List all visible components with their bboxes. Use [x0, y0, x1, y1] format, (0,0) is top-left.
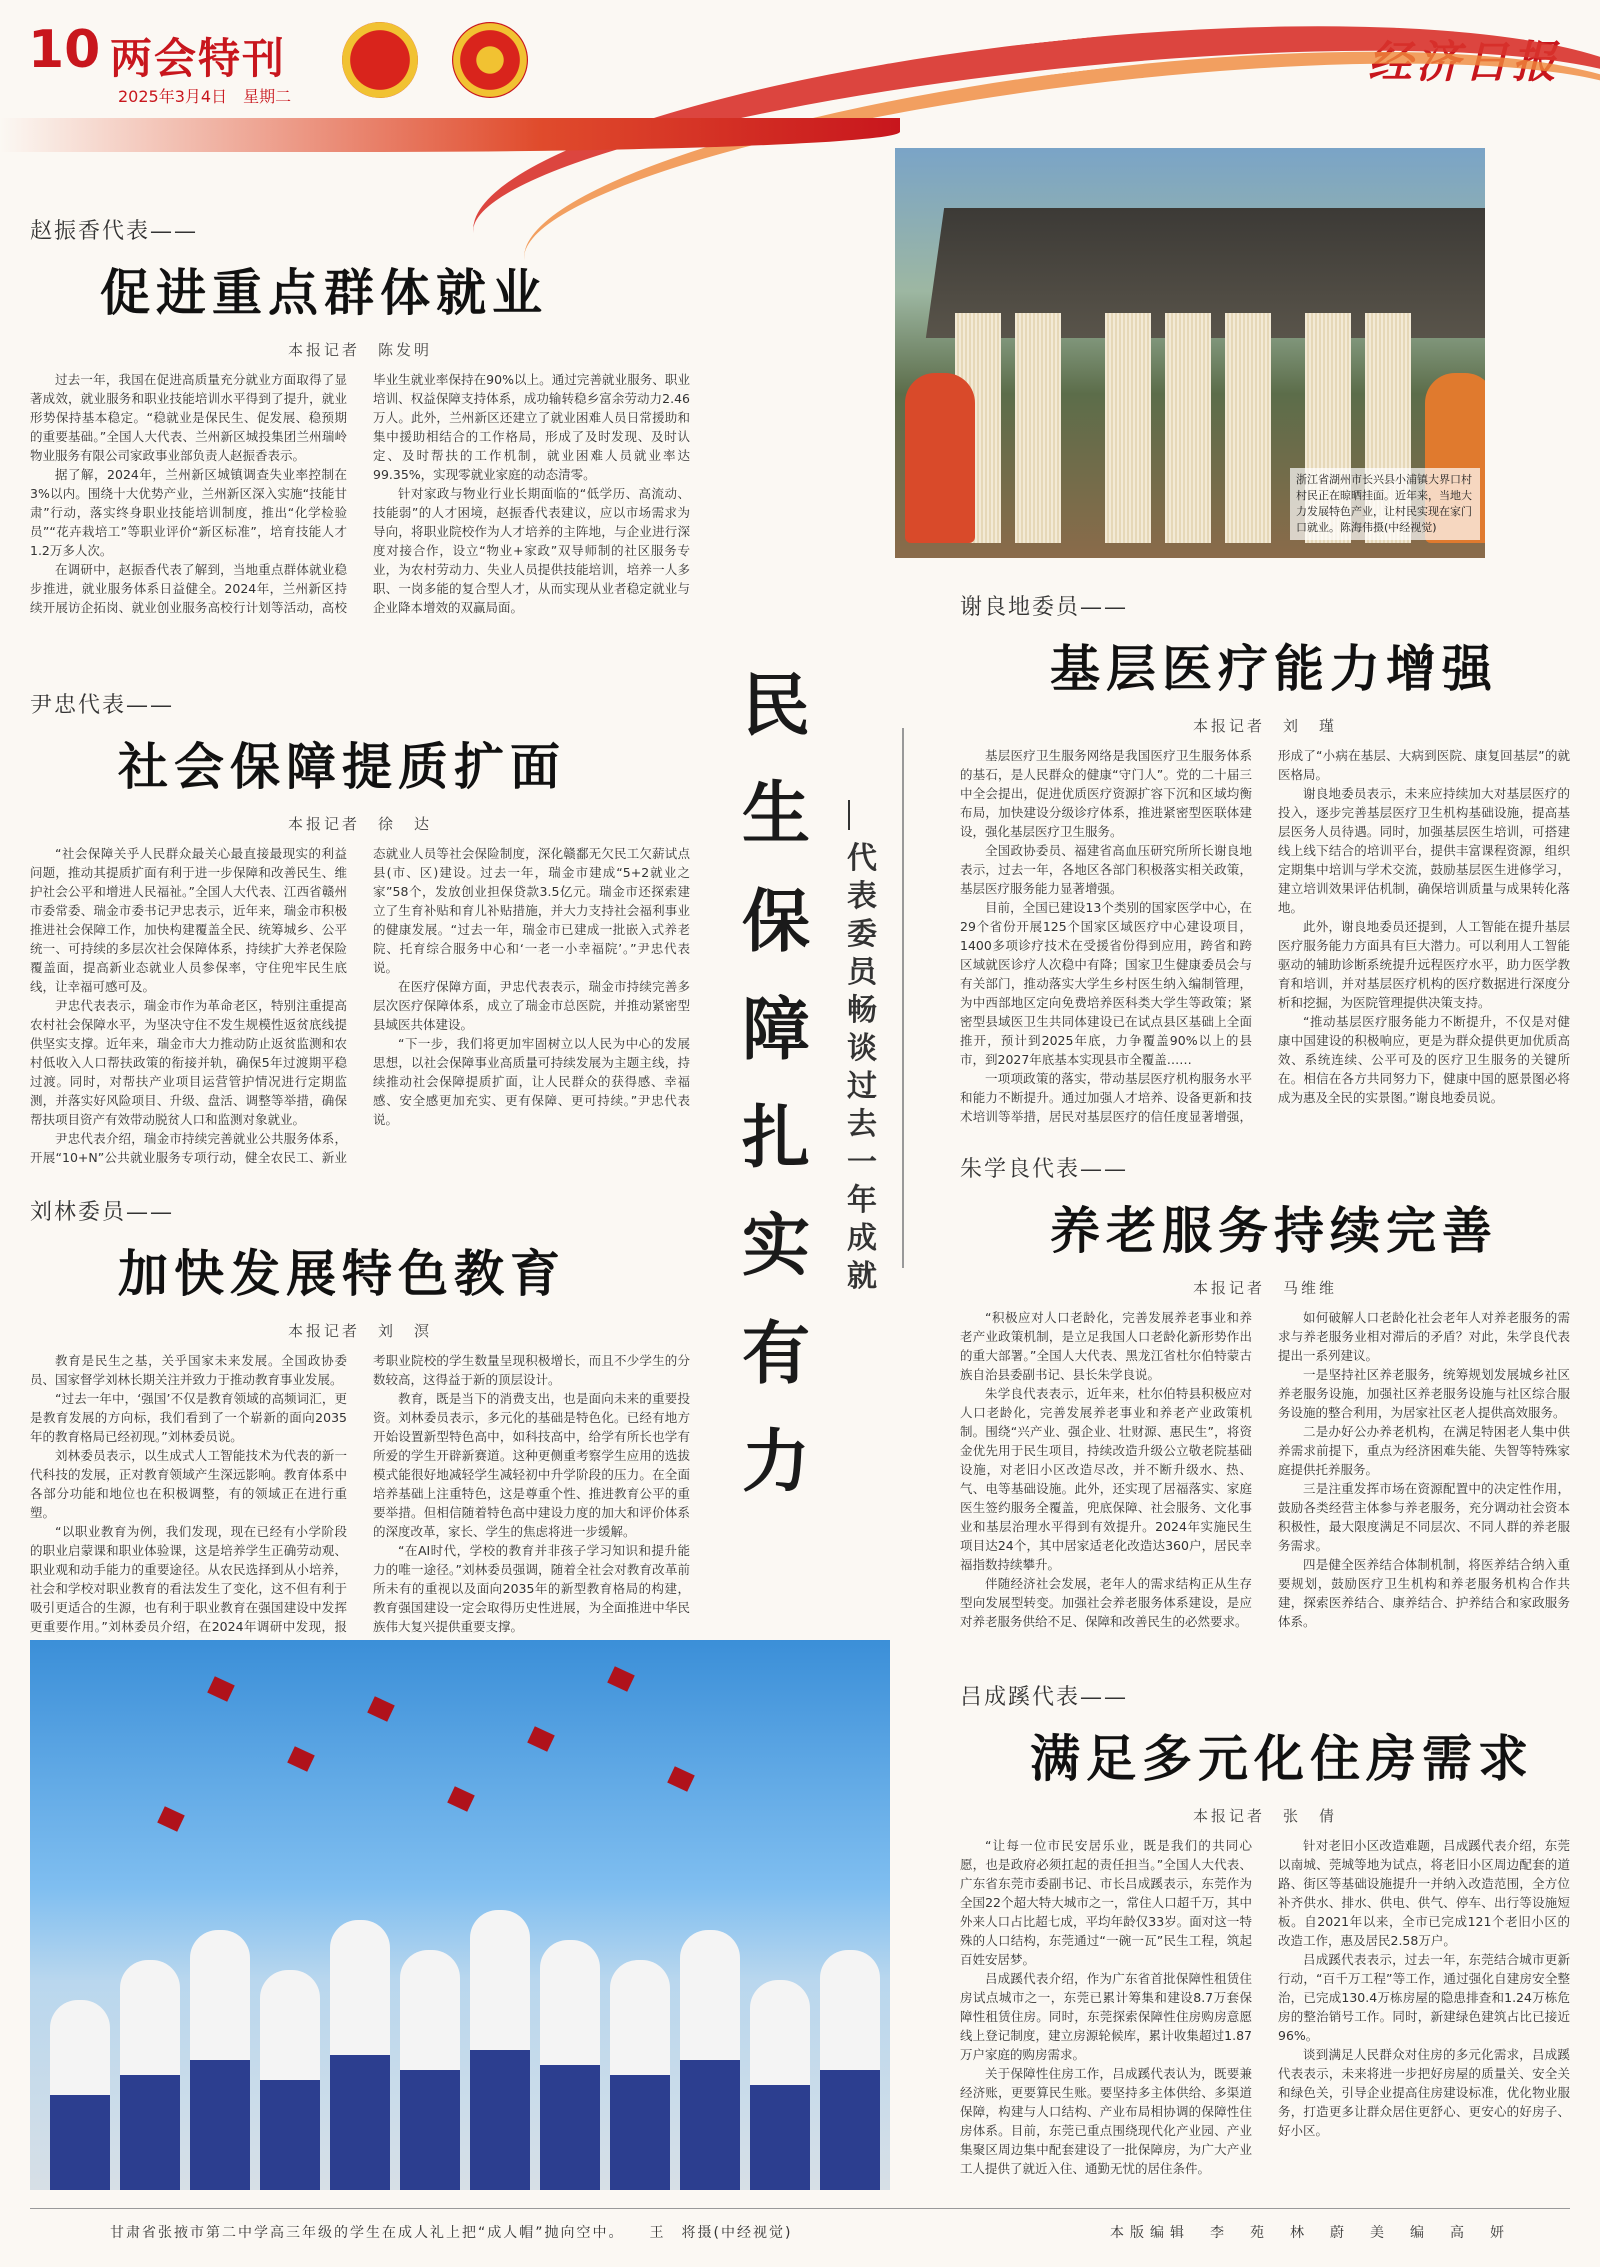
photo-noodles — [1015, 313, 1061, 543]
photo-student — [260, 1970, 320, 2190]
page-number: 10 — [28, 20, 101, 80]
cppcc-emblem-icon — [452, 22, 528, 98]
article-education — [30, 1195, 690, 1701]
paragraph: “推动基层医疗服务能力不断提升，不仅是对健康中国建设的积极响应，更是为群众提供更加优质高效、系统连续、公平可及的医疗卫生服务的关键所在。相信在各方共同努力下，健康中国的愿景图必将成为惠及全民的实景图。”谢良地委员说。 — [1278, 1014, 1570, 1105]
photo-noodles — [1105, 313, 1151, 543]
photo-student — [400, 1950, 460, 2190]
article-healthcare — [960, 590, 1570, 1146]
article-body — [960, 1836, 1570, 2196]
paragraph: 尹忠代表表示，瑞金市作为革命老区，特别注重提高农村社会保障水平，为坚决守住不发生规模性返贫底线提供坚实支撑。近年来，瑞金市大力推动防止返贫监测和农村低收入人口帮扶政策的衔接并轨，确保5年过渡期平稳过渡。同时，对帮扶产业项目运营管护情况进行定期监测，并落实好风险项目、升级、盘活、调整等举措，确保帮扶项目资产有效带动脱贫人口和监测对象就业。 — [30, 998, 347, 1127]
graduation-cap-icon — [607, 1666, 635, 1692]
subtitle-char: 一 — [847, 1145, 877, 1180]
article-reporter: 本报记者 徐 达 — [287, 815, 432, 833]
banner-char: 扎 — [741, 1098, 810, 1178]
subtitle-char: 员 — [847, 955, 877, 990]
article-body — [30, 370, 690, 662]
subtitle-char: 畅 — [847, 993, 877, 1028]
article-headline: 社会保障提质扩面 — [118, 737, 566, 796]
banner-char: 障 — [741, 990, 810, 1070]
article-byline: 尹忠代表—— — [30, 693, 175, 718]
graduation-cap-icon — [527, 1726, 555, 1752]
photo-student — [330, 1920, 390, 2190]
subtitle-dash — [848, 800, 850, 830]
graduation-cap-icon — [287, 1746, 315, 1772]
article-reporter: 本报记者 张 倩 — [1192, 1807, 1337, 1825]
editor-credits: 本版编辑 李 苑 林 蔚 美 编 高 妍 — [1110, 2225, 1510, 2241]
paragraph: “积极应对人口老龄化，完善发展养老事业和养老产业政策机制，是立足我国人口老龄化新形势作出的重大部署。”全国人大代表、黑龙江省杜尔伯特蒙古族自治县委副书记、县长朱学良说。 — [960, 1310, 1252, 1382]
article-byline: 赵振香代表—— — [30, 219, 199, 244]
paragraph: 四是健全医养结合体制机制，将医养结合纳入重要规划，鼓励医疗卫生机构和养老服务机构合作共建，探索医养结合、康养结合、护养结合和家政服务体系。 — [1278, 1557, 1570, 1629]
subtitle-char: 谈 — [847, 1031, 877, 1066]
banner-char: 民 — [741, 666, 810, 746]
paragraph: 谈到满足人民群众对住房的多元化需求，吕成蹊代表表示，未来将进一步把好房屋的质量关、安全关和绿色关，引导企业提高住房建设标准，优化物业服务，打造更多让群众居住更舒心、更安心的好房子、好小区。 — [1278, 2047, 1570, 2138]
national-emblem-icon — [342, 22, 418, 98]
subtitle-char: 代 — [847, 841, 877, 876]
photo-student — [680, 1930, 740, 2190]
article-headline: 养老服务持续完善 — [1050, 1201, 1498, 1260]
photo-noodles — [1165, 313, 1211, 543]
photo-student — [190, 1930, 250, 2190]
subtitle-char: 就 — [847, 1259, 877, 1294]
paragraph: 基层医疗卫生服务网络是我国医疗卫生服务体系的基石，是人民群众的健康“守门人”。党的二十届三中全会提出，促进优质医疗资源扩容下沉和区域均衡布局，加快建设分级诊疗体系，推进紧密型医联体建设，强化基层医疗卫生服务。 — [960, 748, 1252, 839]
feature-banner-title — [716, 652, 836, 1612]
article-body — [960, 746, 1570, 1146]
article-byline: 刘林委员—— — [30, 1200, 175, 1225]
paragraph: 针对老旧小区改造难题，吕成蹊代表介绍，东莞以南城、莞城等地为试点，将老旧小区周边配套的道路、街区等基础设施提升一并纳入改造范围，全方位补齐供水、排水、供电、供气、停车、出行等设施短板。自2021年以来，全市已完成121个老旧小区的改造工作，惠及居民2.58万户。 — [1278, 1838, 1570, 1948]
graduation-cap-icon — [447, 1786, 475, 1812]
paragraph: 吕成蹊代表表示，过去一年，东莞结合城市更新行动，“百千万工程”等工作，通过强化自建房安全整治，已完成130.4万栋房屋的隐患排查和1.24万栋危房的整治销号工作。同时，新建绿色建筑占比已接近96%。 — [1278, 1952, 1570, 2043]
paragraph: 伴随经济社会发展，老年人的需求结构正从生存型向发展型转变。加强社会养老服务体系建设，是应对养老服务供给不足、保障和改善民生的必然要求。 — [960, 1576, 1252, 1629]
article-headline: 满足多元化住房需求 — [1030, 1729, 1534, 1788]
article-employment — [30, 214, 690, 662]
banner-char: 有 — [741, 1314, 810, 1394]
paragraph: 目前，全国已建设13个类别的国家医学中心，在29个省份开展125个国家区域医疗中心建设项目，1400多项诊疗技术在受援省份得到应用，跨省和跨区域就医诊疗人次稳中有降；国家卫生健康委员会与有关部门，推动落实大学生乡村医生纳入编制管理，为中西部地区定向免费培养医科类大学生等政策；紧密型县域医卫生共同体建设已在试点县区基础上全面推开，预计到2025年底，力争覆盖90%以上的县市，到2027年底基本实现县市全覆盖…… — [960, 900, 1252, 1067]
photo-caption: 甘肃省张掖市第二中学高三年级的学生在成人礼上把“成人帽”抛向空中。 王 将摄(中经视觉) — [110, 2225, 793, 2241]
paragraph: 刘林委员表示，以生成式人工智能技术为代表的新一代科技的发展，正对教育领域产生深远影响。教育体系中各部分功能和地位也在积极调整，有的领域正在进行重塑。 — [30, 1448, 347, 1520]
article-reporter: 本报记者 刘 瑾 — [1192, 717, 1337, 735]
article-headline: 加快发展特色教育 — [118, 1244, 566, 1303]
article-byline: 朱学良代表—— — [960, 1157, 1129, 1182]
article-housing — [960, 1680, 1570, 2196]
paragraph: 一是坚持社区养老服务，统筹规划发展城乡社区养老服务设施，加强社区养老服务设施与社区综合服务设施的整合利用，为居家社区老人提供高效服务。 — [1278, 1367, 1570, 1420]
photo-student — [120, 1960, 180, 2190]
footer-rule — [30, 2208, 1570, 2209]
paragraph: 朱学良代表表示，近年来，杜尔伯特县积极应对人口老龄化，完善发展养老事业和养老产业政策机制。围绕“兴产业、强企业、壮财源、惠民生”，将资金优先用于民生项目，持续改造升级公立敬老院基础设施，对老旧小区改造尽改，并不断升级水、热、气、电等基础设施。此外，还实现了居福落实、家庭医生签约服务全覆盖，兜底保障、社会服务、文化事业和基层治理水平得到有效提升。2024年实施民生项目达24个，其中居家适老化改造达360户，居民幸福指数持续攀升。 — [960, 1386, 1252, 1572]
paragraph: 据了解，2024年，兰州新区城镇调查失业率控制在3%以内。围绕十大优势产业，兰州新区深入实施“技能甘肃”行动，落实终身职业技能培训制度，推出“化学检验员”“花卉栽培工”等职业评价“新区标准”，培育技能人才1.2万多人次。 — [30, 467, 347, 558]
subtitle-char: 年 — [847, 1183, 877, 1218]
banner-char: 实 — [741, 1206, 810, 1286]
paragraph: 教育，既是当下的消费支出，也是面向未来的重要投资。刘林委员表示，多元化的基础是特色化。已经有地方开始设置新型特色高中，如科技高中，给学有所长也学有所爱的学生开辟新赛道。这种更侧重考察学生应用的选拔模式能很好地减轻学生减轻初中升学阶段的压力。在全面培养基础上注重特色，这是尊重个性、推进教育公平的重要举措。但相信随着特色高中建设力度的加大和评价体系的深度改革，家长、学生的焦虑将进一步缓解。 — [373, 1391, 690, 1539]
article-elderly-care — [960, 1152, 1570, 1668]
banner-char: 保 — [741, 882, 810, 962]
article-body — [30, 844, 690, 1214]
article-byline: 吕成蹊代表—— — [960, 1685, 1129, 1710]
graduation-cap-icon — [367, 1696, 395, 1722]
paragraph: 教育是民生之基，关乎国家未来发展。全国政协委员、国家督学刘林长期关注并致力于推动教育事业发展。 — [30, 1353, 347, 1387]
section-title: 两会特刊 — [110, 34, 287, 83]
subtitle-char: 去 — [847, 1107, 877, 1142]
article-reporter: 本报记者 陈发明 — [287, 341, 432, 359]
article-byline: 谢良地委员—— — [960, 595, 1129, 620]
feature-banner-subtitle — [842, 840, 882, 1296]
photo-student — [820, 1950, 880, 2190]
photo-worker — [905, 373, 975, 543]
paragraph: 此外，谢良地委员还提到，人工智能在提升基层医疗服务能力方面具有巨大潜力。可以利用人工智能驱动的辅助诊断系统提升远程医疗水平，助力医学教育和培训，并对基层医疗机构的医疗数据进行深度分析和挖掘，为医院管理提供决策支持。 — [1278, 919, 1570, 1010]
paragraph: 过去一年，我国在促进高质量充分就业方面取得了显著成效，就业服务和职业技能培训水平得到了提升，就业形势保持基本稳定。“稳就业是保民生、促发展、稳预期的重要基础。”全国人大代表、兰州新区城投集团兰州瑞岭物业服务有限公司家政事业部负责人赵振香表示。 — [30, 372, 347, 463]
newspaper-logo: 经济日报 — [1368, 37, 1560, 88]
photo-student — [540, 1940, 600, 2190]
photo-caption: 浙江省湖州市长兴县小浦镇大界口村村民正在晾晒挂面。近年来，当地大力发展特色产业，让村民实现在家门口就业。陈海伟摄(中经视觉) — [1290, 468, 1480, 540]
paragraph: 关于保障性住房工作，吕成蹊代表认为，既要兼经济账，更要算民生账。要坚持多主体供给、多渠道保障，构建与人口结构、产业布局相协调的保障性住房体系。目前，东莞已重点围绕现代化产业园、产业集聚区周边集中配套建设了一批保障房，为广大产业工人提供了就近入住、通勤无忧的居住条件。 — [960, 2066, 1252, 2176]
paragraph: 一项项政策的落实，带动基层医疗机构服务水平和能力不断提升。通过加强人才培养、设备更新和技术培训等举措，居民对基层医疗的信任度显著增强，形成了“小病在基层、大病到医院、康复回基层”的就医格局。 — [960, 748, 1570, 1124]
paragraph: 如何破解人口老龄化社会老年人对养老服务的需求与养老服务业相对滞后的矛盾？对此，朱学良代表提出一系列建议。 — [1278, 1310, 1570, 1363]
graduation-cap-icon — [157, 1806, 185, 1832]
paragraph: “社会保障关乎人民群众最关心最直接最现实的利益问题，推动其提质扩面有利于进一步保障和改善民生、维护社会公平和增进人民福祉。”全国人大代表、江西省赣州市委常委、瑞金市委书记尹忠表示，近年来，瑞金市积极推进社会保障工作，加快构建覆盖全民、统筹城乡、公平统一、可持续的多层次社会保障体系，持续扩大养老保险覆盖面，提高新业态就业人员参保率，守住兜牢民生底线，让幸福可感可及。 — [30, 846, 347, 994]
banner-frame-line — [902, 728, 904, 1268]
banner-char: 生 — [741, 774, 810, 854]
paragraph: 二是办好公办养老机构，在满足特困老人集中供养需求前提下，重点为经济困难失能、失智等特殊家庭提供托养服务。 — [1278, 1424, 1570, 1477]
graduation-cap-icon — [667, 1766, 695, 1792]
photo-student — [470, 1910, 530, 2190]
subtitle-char: 过 — [847, 1069, 877, 1104]
subtitle-char: 成 — [847, 1221, 877, 1256]
paragraph: 在医疗保障方面，尹忠代表表示，瑞金市持续完善多层次医疗保障体系，成立了瑞金市总医院，并推动紧密型县域医共体建设。 — [373, 979, 690, 1032]
paragraph: 全国政协委员、福建省高血压研究所所长谢良地表示，过去一年，各地区各部门积极落实相关政策，基层医疗服务能力显著增强。 — [960, 843, 1252, 896]
paragraph: 针对家政与物业行业长期面临的“低学历、高流动、技能弱”的人才困境，赵振香代表建议，应以市场需求为导向，将职业院校作为人才培养的主阵地，与企业进行深度对接合作，设立“物业+家政”双导师制的社区服务专业，为农村劳动力、失业人员提供技能培训，培养一人多职、一岗多能的复合型人才，从而实现从业者稳定就业与企业降本增效的双赢局面。 — [373, 486, 690, 615]
article-headline: 促进重点群体就业 — [100, 263, 548, 322]
subtitle-char: 委 — [847, 917, 877, 952]
issue-date: 2025年3月4日 星期二 — [118, 87, 292, 106]
banner-char: 力 — [741, 1422, 810, 1502]
photo-student — [750, 1980, 810, 2190]
article-reporter: 本报记者 马维维 — [1192, 1279, 1337, 1297]
paragraph: 谢良地委员表示，未来应持续加大对基层医疗的投入，逐步完善基层医疗卫生机构基础设施，提高基层医务人员待遇。同时，加强基层医生培训，可搭建线上线下结合的培训平台，提供丰富课程资源，组织定期集中培训与学术交流，鼓励基层医生进修学习，建立培训效果评估机制，确保培训质量与成果转化落地。 — [1278, 786, 1570, 915]
paragraph: 吕成蹊代表介绍，作为广东省首批保障性租赁住房试点城市之一，东莞已累计筹集和建设8.7万套保障性租赁住房。同时，东莞探索保障性住房购房意愿线上登记制度，建立房源轮候库，累计收集超过1.87万户家庭的购房需求。 — [960, 1971, 1252, 2062]
paragraph: “过去一年中，‘强国’不仅是教育领域的高频词汇，更是教育发展的方向标，我们看到了一个崭新的面向2035年的教育格局已经初现。”刘林委员说。 — [30, 1391, 347, 1444]
paragraph: “下一步，我们将更加牢固树立以人民为中心的发展思想，以社会保障事业高质量可持续发展为主题主线，持续推动社会保障提质扩面，让人民群众的获得感、幸福感、安全感更加充实、更有保障、更可持续。”尹忠代表说。 — [373, 1036, 690, 1127]
photo-student — [610, 1960, 670, 2190]
paragraph: “在AI时代，学校的教育并非孩子学习知识和提升能力的唯一途径。”刘林委员强调，随着全社会对教育改革前所未有的重视以及面向2035年的新型教育格局的构建，教育强国建设一定会取得历史性进展，为全面推进中华民族伟大复兴提供重要支撑。 — [373, 1543, 690, 1634]
paragraph: “让每一位市民安居乐业，既是我们的共同心愿，也是政府必须扛起的责任担当。”全国人大代表、广东省东莞市委副书记、市长吕成蹊表示，东莞作为全国22个超大特大城市之一，常住人口超千万，其中外来人口占比超七成，平均年龄仅33岁。面对这一特殊的人口结构，东莞通过“一碗一瓦”民生工程，筑起百姓安居梦。 — [960, 1838, 1252, 1967]
paragraph: “以职业教育为例，我们发现，现在已经有小学阶段的职业启蒙课和职业体验课，这是培养学生正确劳动观、职业观和动手能力的重要途径。从农民选择到从小培养，社会和学校对职业教育的看法发生了变化，这不但有利于吸引更适合的生源，也有利于职业教育在强国建设中发挥更重要作用。”刘林委员介绍，在2024年调研中发现，报考职业院校的学生数量呈现积极增长，而且不少学生的分数较高，这得益于新的顶层设计。 — [30, 1353, 690, 1634]
article-body — [960, 1308, 1570, 1668]
photo-student — [50, 2000, 110, 2190]
graduation-photo — [30, 1640, 890, 2190]
paragraph: 三是注重发挥市场在资源配置中的决定性作用，鼓励各类经营主体参与养老服务，充分调动社会资本积极性，最大限度满足不同层次、不同人群的养老服务需求。 — [1278, 1481, 1570, 1553]
photo-noodles — [1225, 313, 1271, 543]
graduation-cap-icon — [207, 1676, 235, 1702]
article-headline: 基层医疗能力增强 — [1050, 639, 1498, 698]
article-reporter: 本报记者 刘 溟 — [287, 1322, 432, 1340]
paragraph: 尹忠代表介绍，瑞金市持续完善就业公共服务体系，开展“10+N”公共就业服务专项行动，健全农民工、新业态就业人员等社会保险制度，深化赣鄱无欠民工欠薪试点县(市、区)建设。过去一年，瑞金市建成“5+2就业之家”58个，发放创业担保贷款3.5亿元。瑞金市还探索建立了生育补贴和育儿补贴措施，并大力支持社会福利事业的健康发展。“过去一年，瑞金市已建成一批嵌入式养老院、托育综合服务中心和‘一老一小幸福院’。”尹忠代表说。 — [30, 846, 690, 1165]
article-social-security — [30, 688, 690, 1214]
paragraph: 在调研中，赵振香代表了解到，当地重点群体就业稳步推进，就业服务体系日益健全。2024年，兰州新区持续开展访企拓岗、就业创业服务高校行计划等活动，高校毕业生就业率保持在90%以上。通过完善就业服务、职业培训、权益保障支持体系，成功输转稳乡富余劳动力2.46万人。此外，兰州新区还建立了就业困难人员日常援助和集中援助相结合的工作格局，形成了及时发现、及时认定、及时帮扶的工作机制，就业困难人员就业率达99.35%，实现零就业家庭的动态清零。 — [30, 372, 690, 615]
subtitle-char: 表 — [847, 879, 877, 914]
